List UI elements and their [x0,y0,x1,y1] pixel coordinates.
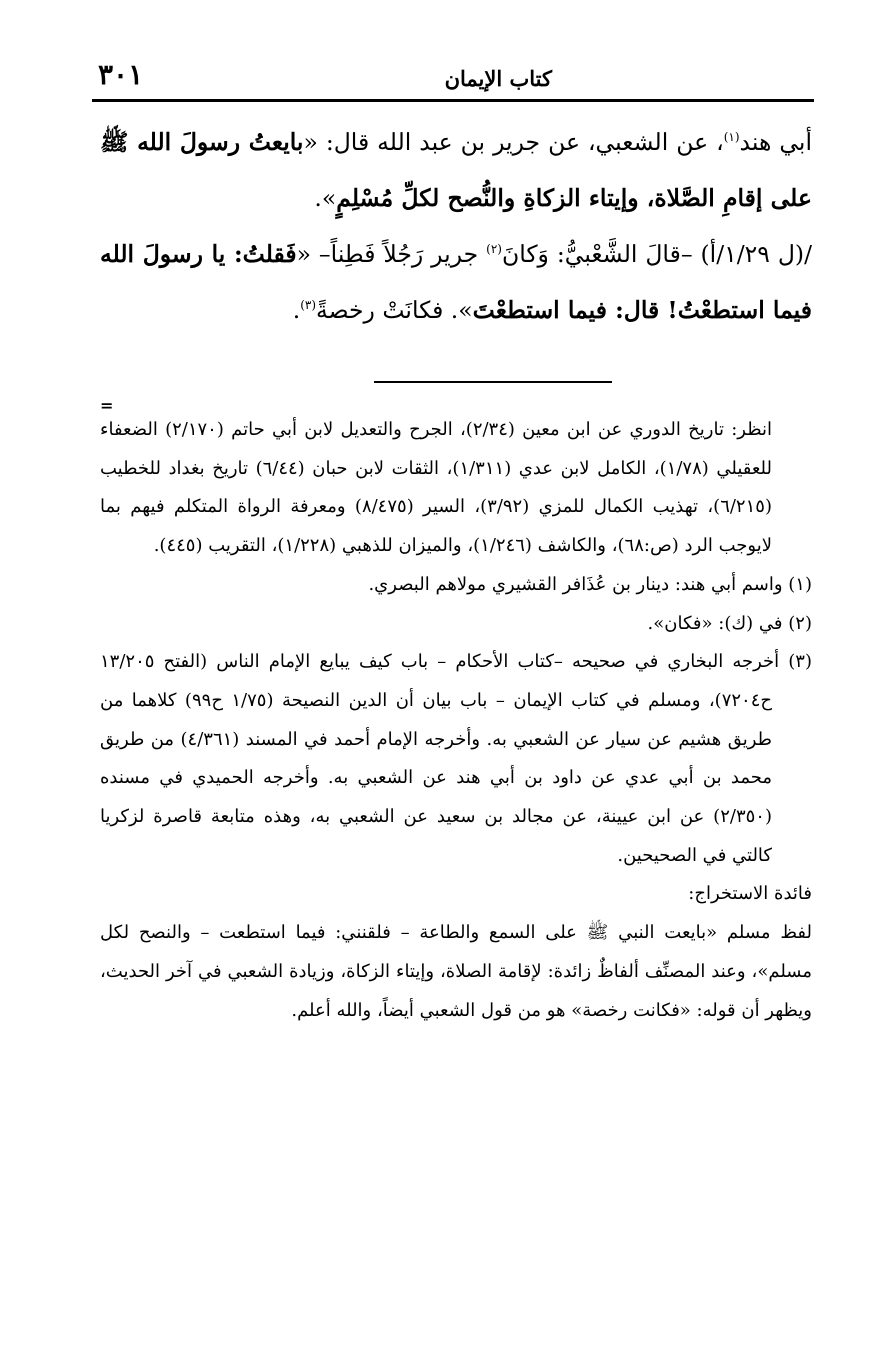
hadith-text-segment: أبي هند [739,128,812,156]
page-header [92,52,814,96]
footnote-ref-2: (٢) [486,242,502,257]
hadith-matn-bold: بايعتُ رسولَ الله ﷺ على إقامِ الصَّلاة، وإيتاء الزكاةِ والنُّصح لكلِّ مُسْلِمٍ [100,128,812,212]
header-rule [92,99,814,102]
footnote-3-heading: فائدة الاستخراج: [688,883,812,905]
hadith-text [100,114,812,338]
footnotes [100,411,812,1030]
hadith-text-segment: جرير رَجُلاً فَطِناً– « [296,240,487,268]
continuation-mark: = [100,396,114,415]
chapter-title: كتاب الإيمان [444,66,552,91]
footnote-separator [374,381,612,383]
hadith-text-segment: ، عن الشعبي، عن جرير بن عبد الله قال: « [303,128,724,156]
footnote-ref-3: (٣) [300,298,317,313]
hadith-text-segment: ». فكانَتْ رخصةً [316,296,473,324]
hadith-text-segment: . [292,296,301,324]
hadith-text-segment: /(ل ١/٢٩/أ) –قالَ الشَّعْبيُّ: وَكانَ [501,240,813,268]
page-number: ٣٠١ [98,58,144,91]
footnote-continuation: انظر: تاريخ الدوري عن ابن معين (٢/٣٤)، الجرح والتعديل لابن أبي حاتم (٢/١٧٠) الضعفاء للعقيلي (١/٧٨)، الكامل لابن عدي (١/٣١١)، الثقات لابن حبان (٦/٤٤) تاريخ بغداد للخطيب (٦/٢١٥)، تهذيب الكمال للمزي (٣/٩٢)، السير (٨/٤٧٥) ومعرفة الرواة المتكلم فيهم بما لايوجب الرد (ص:٦٨)، والكاشف (١/٢٤٦)، والميزان للذهبي (١/٢٢٨)، التقريب (٤٤٥). [100,419,772,557]
footnote-ref-1: (١) [723,130,740,145]
hadith-text-segment: ». [314,184,337,212]
hadith-paragraph [100,114,812,226]
footnote-3: (٣) أخرجه البخاري في صحيحه –كتاب الأحكام – باب كيف يبايع الإمام الناس (الفتح ١٣/٢٠٥ ح٧٢٠٤)، ومسلم في كتاب الإيمان – باب بيان أن الدين النصيحة (١/٧٥ ح٩٩) كلاهما من طريق هشيم عن سيار عن الشعبي به. وأخرجه الإمام أحمد في المسند (٤/٣٦١) من طريق محمد بن أبي عدي عن داود بن أبي هند عن الشعبي به. وأخرجه الحميدي في مسنده (٢/٣٥٠) عن ابن عيينة، عن مجالد بن سعيد عن الشعبي به، وهذه متابعة قاصرة لزكريا كالتي في الصحيحين. [100,651,812,866]
footnote-3-tail: لفظ مسلم «بايعت النبي ﷺ على السمع والطاعة – فلقنني: فيما استطعت – والنصح لكل مسلم»، وعند المصنِّف ألفاظٌ زائدة: لإقامة الصلاة، وإيتاء الزكاة، وزيادة الشعبي في آخر الحديث، ويظهر أن قوله: «فكانت رخصة» هو من قول الشعبي أيضاً، والله أعلم. [100,922,812,1021]
footnote-1: (١) واسم أبي هند: دينار بن عُذَافر القشيري مولاهم البصري. [368,573,812,595]
footnote-2: (٢) في (ك): «فكان». [647,612,812,634]
hadith-paragraph [100,226,812,338]
hadith-matn-bold: فَقلتُ: يا رسولَ الله فيما استطعْتُ! قال: فيما استطعْتَ [100,240,812,324]
